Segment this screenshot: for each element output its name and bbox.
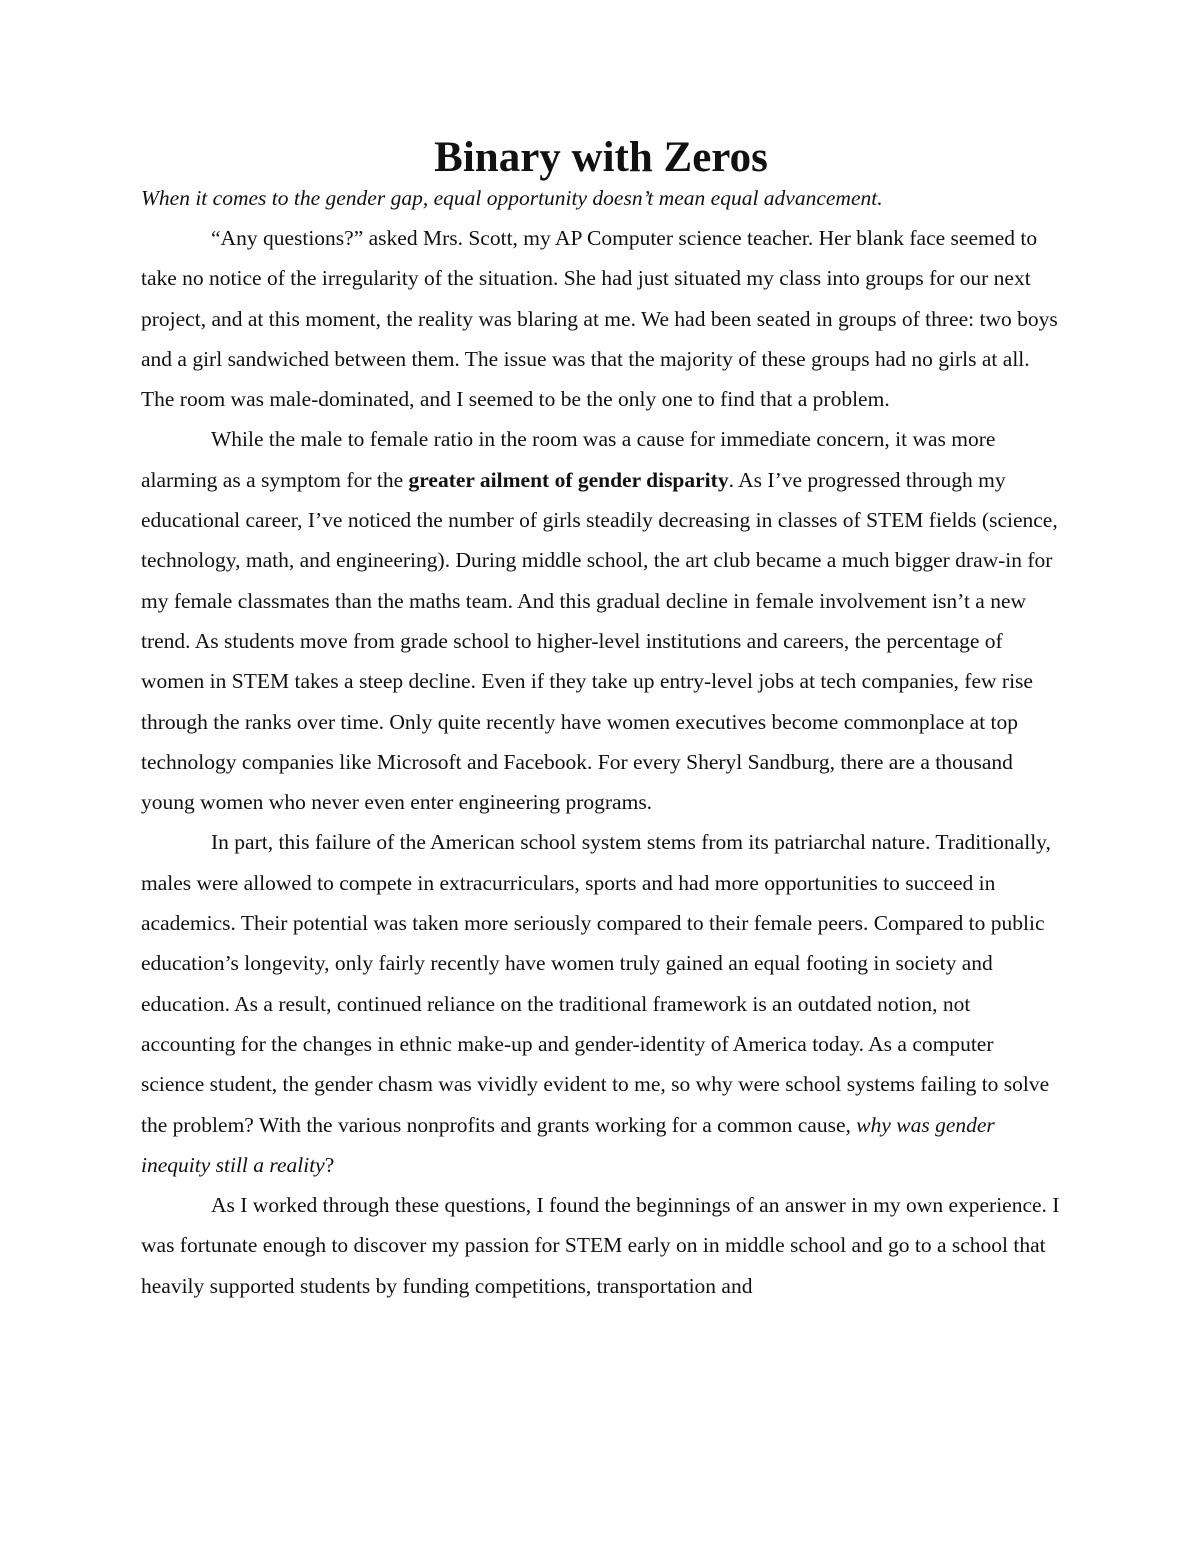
paragraph-text: ? [324,1152,335,1177]
page-subtitle: When it comes to the gender gap, equal opportunity doesn’t mean equal advancement. [141,186,883,210]
paragraph-1 [141,218,1061,419]
document-body [141,134,1061,1306]
paragraph-text: While the male to female ratio in the room was a cause for immediate concern, it was more alarming as a symptom for the [141,427,996,492]
paragraph-text: In part, this failure of the American school system stems from its patriarchal nature. Traditionally, males were allowed to compete in extracurriculars, sports and had more opportunities to succeed in academics. Their potential was taken more seriously compared to their female peers. Compared to public education’s longevity, only fairly recently have women truly gained an equal footing in society and education. As a result, continued reliance on the traditional framework is an outdated notion, not accounting for the changes in ethnic make-up and gender-identity of America today. As a computer science student, the gender chasm was vividly evident to me, so why were school systems failing to solve the problem? With the various nonprofits and grants working for a common cause, [141,830,1051,1137]
paragraph-4 [141,1185,1061,1306]
paragraph-text: As I worked through these questions, I found the beginnings of an answer in my own experience. I was fortunate enough to discover my passion for STEM early on in middle school and go to a school that heavily supported students by funding competitions, transportation and [141,1193,1060,1298]
page-title: Binary with Zeros [434,134,768,181]
paragraph-text: . As I’ve progressed through my educational career, I’ve noticed the number of girls steadily decreasing in classes of STEM fields (science, technology, math, and engineering). During middle school, the art club became a much bigger draw-in for my female classmates than the maths team. And this gradual decline in female involvement isn’t a new trend. As students move from grade school to higher-level institutions and careers, the percentage of women in STEM takes a steep decline. Even if they take up entry-level jobs at tech companies, few rise through the ranks over time. Only quite recently have women executives become commonplace at top technology companies like Microsoft and Facebook. For every Sheryl Sandburg, there are a thousand young women who never even enter engineering programs. [141,467,1058,815]
paragraph-text: “Any questions?” asked Mrs. Scott, my AP Computer science teacher. Her blank face seemed to take no notice of the irregularity of the situation. She had just situated my class into groups for our next project, and at this moment, the reality was blaring at me. We had been seated in groups of three: two boys and a girl sandwiched between them. The issue was that the majority of these groups had no girls at all. The room was male-dominated, and I seemed to be the only one to find that a problem. [141,226,1058,412]
paragraph-3 [141,822,1061,1185]
bold-emphasis: greater ailment of gender disparity [408,467,729,492]
paragraph-2 [141,419,1061,822]
italic-emphasis: why was gender inequity still a reality [141,1112,995,1177]
